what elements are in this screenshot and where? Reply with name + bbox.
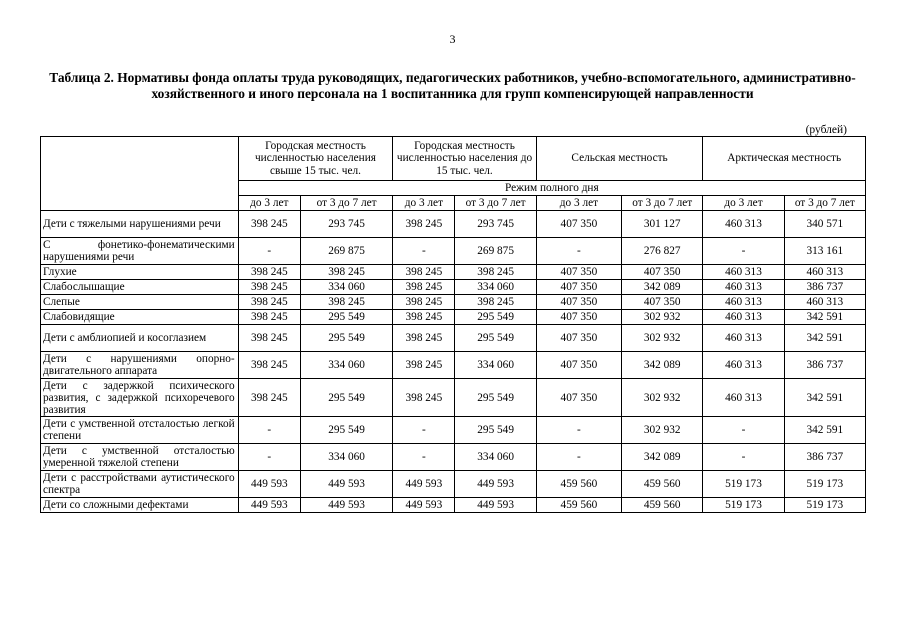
table-cell: 301 127 bbox=[622, 211, 703, 238]
table-cell: 334 060 bbox=[455, 352, 536, 379]
table-cell: 269 875 bbox=[300, 238, 392, 265]
table-cell: 342 089 bbox=[622, 280, 703, 295]
row-category: Дети с расстройствами аутистического спектра bbox=[41, 471, 239, 498]
table-cell: 407 350 bbox=[536, 352, 621, 379]
table-cell: 398 245 bbox=[393, 280, 455, 295]
row-category: Дети с нарушениями опорно-двигательного аппарата bbox=[41, 352, 239, 379]
table-cell: 398 245 bbox=[300, 265, 392, 280]
table-cell: 386 737 bbox=[784, 352, 865, 379]
table-cell: 398 245 bbox=[238, 295, 300, 310]
table-cell: 459 560 bbox=[622, 498, 703, 513]
table-cell: - bbox=[536, 417, 621, 444]
table-cell: 449 593 bbox=[300, 498, 392, 513]
table-cell: 398 245 bbox=[238, 280, 300, 295]
table-cell: 460 313 bbox=[703, 379, 784, 417]
header-age-group: от 3 до 7 лет bbox=[300, 196, 392, 211]
table-row bbox=[41, 498, 866, 513]
table-cell: 519 173 bbox=[703, 471, 784, 498]
header-area-urban-large: Городская местность численностью населения свыше 15 тыс. чел. bbox=[238, 137, 393, 181]
table-cell: 302 932 bbox=[622, 325, 703, 352]
header-area-rural: Сельская местность bbox=[536, 137, 703, 181]
header-age-group: от 3 до 7 лет bbox=[455, 196, 536, 211]
table-row bbox=[41, 238, 866, 265]
table-cell: 398 245 bbox=[393, 265, 455, 280]
table-cell: 398 245 bbox=[393, 295, 455, 310]
table-cell: 398 245 bbox=[238, 352, 300, 379]
table-cell: 340 571 bbox=[784, 211, 865, 238]
table-cell: 342 591 bbox=[784, 379, 865, 417]
table-cell: 398 245 bbox=[238, 310, 300, 325]
table-row bbox=[41, 379, 866, 417]
table-cell: 398 245 bbox=[393, 352, 455, 379]
table-cell: 342 591 bbox=[784, 417, 865, 444]
row-category: Дети с умственной отсталостью умеренной тяжелой степени bbox=[41, 444, 239, 471]
table-cell: 460 313 bbox=[784, 295, 865, 310]
table-cell: 460 313 bbox=[703, 211, 784, 238]
table-cell: 407 350 bbox=[536, 280, 621, 295]
table-cell: - bbox=[238, 417, 300, 444]
table-cell: 398 245 bbox=[393, 379, 455, 417]
unit-label: (рублей) bbox=[805, 124, 847, 136]
table-cell: 449 593 bbox=[455, 471, 536, 498]
row-category: Слепые bbox=[41, 295, 239, 310]
norms-table bbox=[40, 136, 866, 513]
table-row bbox=[41, 325, 866, 352]
table-cell: 302 932 bbox=[622, 417, 703, 444]
table-cell: 459 560 bbox=[536, 471, 621, 498]
table-cell: 295 549 bbox=[300, 417, 392, 444]
table-cell: 386 737 bbox=[784, 280, 865, 295]
table-cell: 398 245 bbox=[393, 211, 455, 238]
table-cell: 519 173 bbox=[703, 498, 784, 513]
row-category: С фонетико-фонематическими нарушениями речи bbox=[41, 238, 239, 265]
table-cell: 460 313 bbox=[703, 325, 784, 352]
table-cell: - bbox=[393, 444, 455, 471]
table-cell: 460 313 bbox=[703, 295, 784, 310]
table-cell: - bbox=[703, 417, 784, 444]
table-cell: 398 245 bbox=[238, 265, 300, 280]
table-cell: 460 313 bbox=[703, 280, 784, 295]
table-cell: 449 593 bbox=[393, 471, 455, 498]
page-number: 3 bbox=[449, 32, 456, 46]
row-category: Дети с задержкой психического развития, с задержкой психоречевого развития bbox=[41, 379, 239, 417]
table-cell: 407 350 bbox=[536, 265, 621, 280]
table-row bbox=[41, 417, 866, 444]
header-age-group: до 3 лет bbox=[703, 196, 784, 211]
table-cell: 295 549 bbox=[300, 310, 392, 325]
table-cell: 295 549 bbox=[300, 379, 392, 417]
row-category: Дети с тяжелыми нарушениями речи bbox=[41, 211, 239, 238]
table-cell: - bbox=[536, 444, 621, 471]
table-cell: 302 932 bbox=[622, 310, 703, 325]
header-area-urban-small: Городская местность численностью населения до 15 тыс. чел. bbox=[393, 137, 537, 181]
table-cell: 449 593 bbox=[455, 498, 536, 513]
table-cell: 334 060 bbox=[455, 444, 536, 471]
row-category: Глухие bbox=[41, 265, 239, 280]
table-cell: 449 593 bbox=[393, 498, 455, 513]
table-row bbox=[41, 211, 866, 238]
header-empty-cell bbox=[41, 137, 239, 211]
table-cell: 269 875 bbox=[455, 238, 536, 265]
table-cell: 407 350 bbox=[536, 295, 621, 310]
table-cell: 449 593 bbox=[300, 471, 392, 498]
table-cell: 334 060 bbox=[300, 444, 392, 471]
table-cell: 334 060 bbox=[300, 280, 392, 295]
table-cell: 460 313 bbox=[703, 352, 784, 379]
table-cell: 302 932 bbox=[622, 379, 703, 417]
header-area-arctic: Арктическая местность bbox=[703, 137, 866, 181]
table-cell: 295 549 bbox=[455, 379, 536, 417]
table-cell: 398 245 bbox=[455, 295, 536, 310]
header-age-group: от 3 до 7 лет bbox=[784, 196, 865, 211]
table-cell: 398 245 bbox=[455, 265, 536, 280]
table-cell: - bbox=[238, 444, 300, 471]
table-row bbox=[41, 280, 866, 295]
table-row bbox=[41, 471, 866, 498]
table-cell: 460 313 bbox=[703, 265, 784, 280]
table-cell: 459 560 bbox=[536, 498, 621, 513]
table-cell: 295 549 bbox=[455, 417, 536, 444]
table-cell: 334 060 bbox=[300, 352, 392, 379]
table-cell: 276 827 bbox=[622, 238, 703, 265]
table-cell: 398 245 bbox=[238, 211, 300, 238]
table-cell: 342 089 bbox=[622, 444, 703, 471]
table-cell: - bbox=[536, 238, 621, 265]
table-title: Таблица 2. Нормативы фонда оплаты труда руководящих, педагогических работников, учебно-вспомогательного, административно-хозяйственного и иного персонала на 1 воспитанника для групп компенсирующей направленности bbox=[49, 70, 856, 101]
table-cell: - bbox=[703, 238, 784, 265]
header-age-group: до 3 лет bbox=[536, 196, 621, 211]
table-cell: 519 173 bbox=[784, 498, 865, 513]
table-cell: - bbox=[703, 444, 784, 471]
table-row bbox=[41, 310, 866, 325]
header-age-group: от 3 до 7 лет bbox=[622, 196, 703, 211]
table-row bbox=[41, 295, 866, 310]
table-cell: 293 745 bbox=[300, 211, 392, 238]
table-cell: 407 350 bbox=[536, 310, 621, 325]
header-age-group: до 3 лет bbox=[393, 196, 455, 211]
table-cell: - bbox=[238, 238, 300, 265]
table-cell: 386 737 bbox=[784, 444, 865, 471]
table-cell: 398 245 bbox=[238, 379, 300, 417]
table-cell: 295 549 bbox=[455, 325, 536, 352]
table-cell: 313 161 bbox=[784, 238, 865, 265]
table-row bbox=[41, 265, 866, 280]
table-cell: 398 245 bbox=[300, 295, 392, 310]
table-cell: 459 560 bbox=[622, 471, 703, 498]
row-category: Слабослышащие bbox=[41, 280, 239, 295]
table-cell: 407 350 bbox=[536, 379, 621, 417]
table-cell: 460 313 bbox=[703, 310, 784, 325]
table-cell: - bbox=[393, 417, 455, 444]
table-cell: 334 060 bbox=[455, 280, 536, 295]
table-cell: 342 089 bbox=[622, 352, 703, 379]
table-row bbox=[41, 444, 866, 471]
table-cell: - bbox=[393, 238, 455, 265]
row-category: Дети с умственной отсталостью легкой степени bbox=[41, 417, 239, 444]
table-cell: 407 350 bbox=[622, 295, 703, 310]
table-row bbox=[41, 352, 866, 379]
table-cell: 293 745 bbox=[455, 211, 536, 238]
row-category: Дети со сложными дефектами bbox=[41, 498, 239, 513]
table-cell: 519 173 bbox=[784, 471, 865, 498]
table-cell: 407 350 bbox=[536, 211, 621, 238]
table-cell: 295 549 bbox=[455, 310, 536, 325]
row-category: Слабовидящие bbox=[41, 310, 239, 325]
table-cell: 407 350 bbox=[536, 325, 621, 352]
header-mode: Режим полного дня bbox=[238, 181, 865, 196]
row-category: Дети с амблиопией и косоглазием bbox=[41, 325, 239, 352]
table-cell: 449 593 bbox=[238, 471, 300, 498]
table-cell: 449 593 bbox=[238, 498, 300, 513]
table-cell: 342 591 bbox=[784, 310, 865, 325]
table-cell: 295 549 bbox=[300, 325, 392, 352]
table-cell: 398 245 bbox=[238, 325, 300, 352]
table-cell: 398 245 bbox=[393, 325, 455, 352]
table-cell: 398 245 bbox=[393, 310, 455, 325]
header-age-group: до 3 лет bbox=[238, 196, 300, 211]
table-cell: 407 350 bbox=[622, 265, 703, 280]
table-cell: 460 313 bbox=[784, 265, 865, 280]
table-cell: 342 591 bbox=[784, 325, 865, 352]
